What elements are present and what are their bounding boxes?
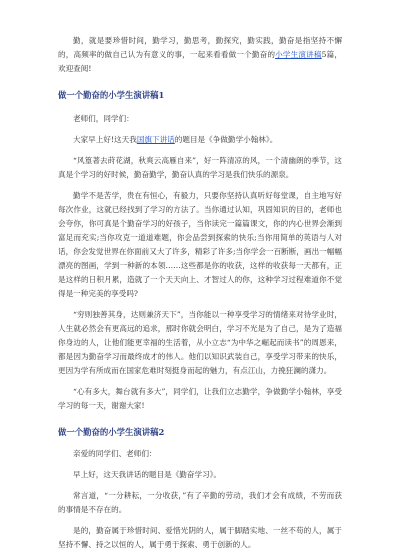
speech1-paragraph-5: “心有多大，舞台就有多大”，同学们，让我们立志勤学，争做勤学小翰林，享受学习的每一天，谢谢大家! xyxy=(58,387,342,410)
speech1-p1-before: 大家早上好!这天我 xyxy=(73,135,137,144)
intro-text-before: 勤，就是要珍惜时间，勤学习，勤思考，勤探究，勤实践，勤奋是指坚持不懈的，高频率的做自己认为有意义的事，一起来看看做一个勤奋的 xyxy=(58,36,342,59)
speech1-paragraph-1 xyxy=(58,133,342,147)
speech2-paragraph-2: 常言道，“一分耕耘，一分收获，”有了辛勤的劳动，我们才会有成绩，不劳而获的事情是不存在的。 xyxy=(58,491,342,514)
speech2-paragraph-1: 早上好，这天我讲话的题目是《勤奋学习》。 xyxy=(73,470,222,479)
speech2-title: 做一个勤奋的小学生演讲稿2 xyxy=(58,427,165,437)
speech2-paragraph-3: 是的，勤奋属于珍惜时间、爱惜光阴的人，属于脚踏实地、一丝不苟的人，属于坚持不懈、持之以恒的人，属于勇于探索、勇于创新的人。 xyxy=(58,526,342,549)
speech1-p1-after: 的题目是《争做勤学小翰林》。 xyxy=(174,135,278,144)
speech1-greeting: 老师们，同学们： xyxy=(73,114,134,123)
speech1-paragraph-3: 勤学不是苦学，贵在有恒心，有毅力，只要你坚持认真听好每堂课，自主地写好每次作业，这就已经找到了学习的方法了。当你通过认知，巩固知识的目的，老师也会夸你，你可真是个勤奋学习的好孩子，当你读完一篇篇课文，你的内心世界会渐到富足而充实;当你攻克一道道难题，你会品尝到探索的快乐;当你用简单的英语与人对话，你会发觉世界在你面前又大了许多，精彩了许多;当你学会一百断断，画出一幅幅漂亮的图画，学到一种新的本领……这些都是你的收获，这样的收获每一天都有，正是这样的日积月累，造就了一个天天向上、才智过人的你，这种学习过程难道你不觉得是一种完美的享受吗? xyxy=(58,191,342,298)
speech1-paragraph-4: “穷则独善其身，达则兼济天下”，当你能以一种享受学习的情绪来对待学业时，人生就必然会有更高远的追求，那时你就会明白，学习不光是为了自己，是为了造福你身边的人，让他们能更幸福的生活着，从小立志“为中华之崛起而读书”的周恩来，都是因为勤奋学习而最终成才的伟人。他们以知识武装自己，享受学习带来的快乐，更因为学有所成而在国家危难时刻挺身而起的魅力，有点江山，力挽狂澜的潇力。 xyxy=(58,310,342,375)
intro-paragraph xyxy=(58,34,342,76)
intro-link[interactable]: 小学生演讲稿 xyxy=(275,50,322,59)
speech2-greeting: 亲爱的同学们、老师们： xyxy=(73,449,157,458)
speech1-title: 做一个勤奋的小学生演讲稿1 xyxy=(58,90,165,100)
speech1-p1-link[interactable]: 国旗下讲话 xyxy=(136,135,175,144)
intro-text-after: 5篇，欢迎查阅! xyxy=(58,50,342,73)
speech1-paragraph-2: “风篁著去莳花湖，秋爽云高雁自来”，好一阵清凉的风，一个清幽朗的季节，这真是个学习的好时候，勤奋勤学，勤奋认真的学习是我们快乐的源泉。 xyxy=(58,156,342,179)
